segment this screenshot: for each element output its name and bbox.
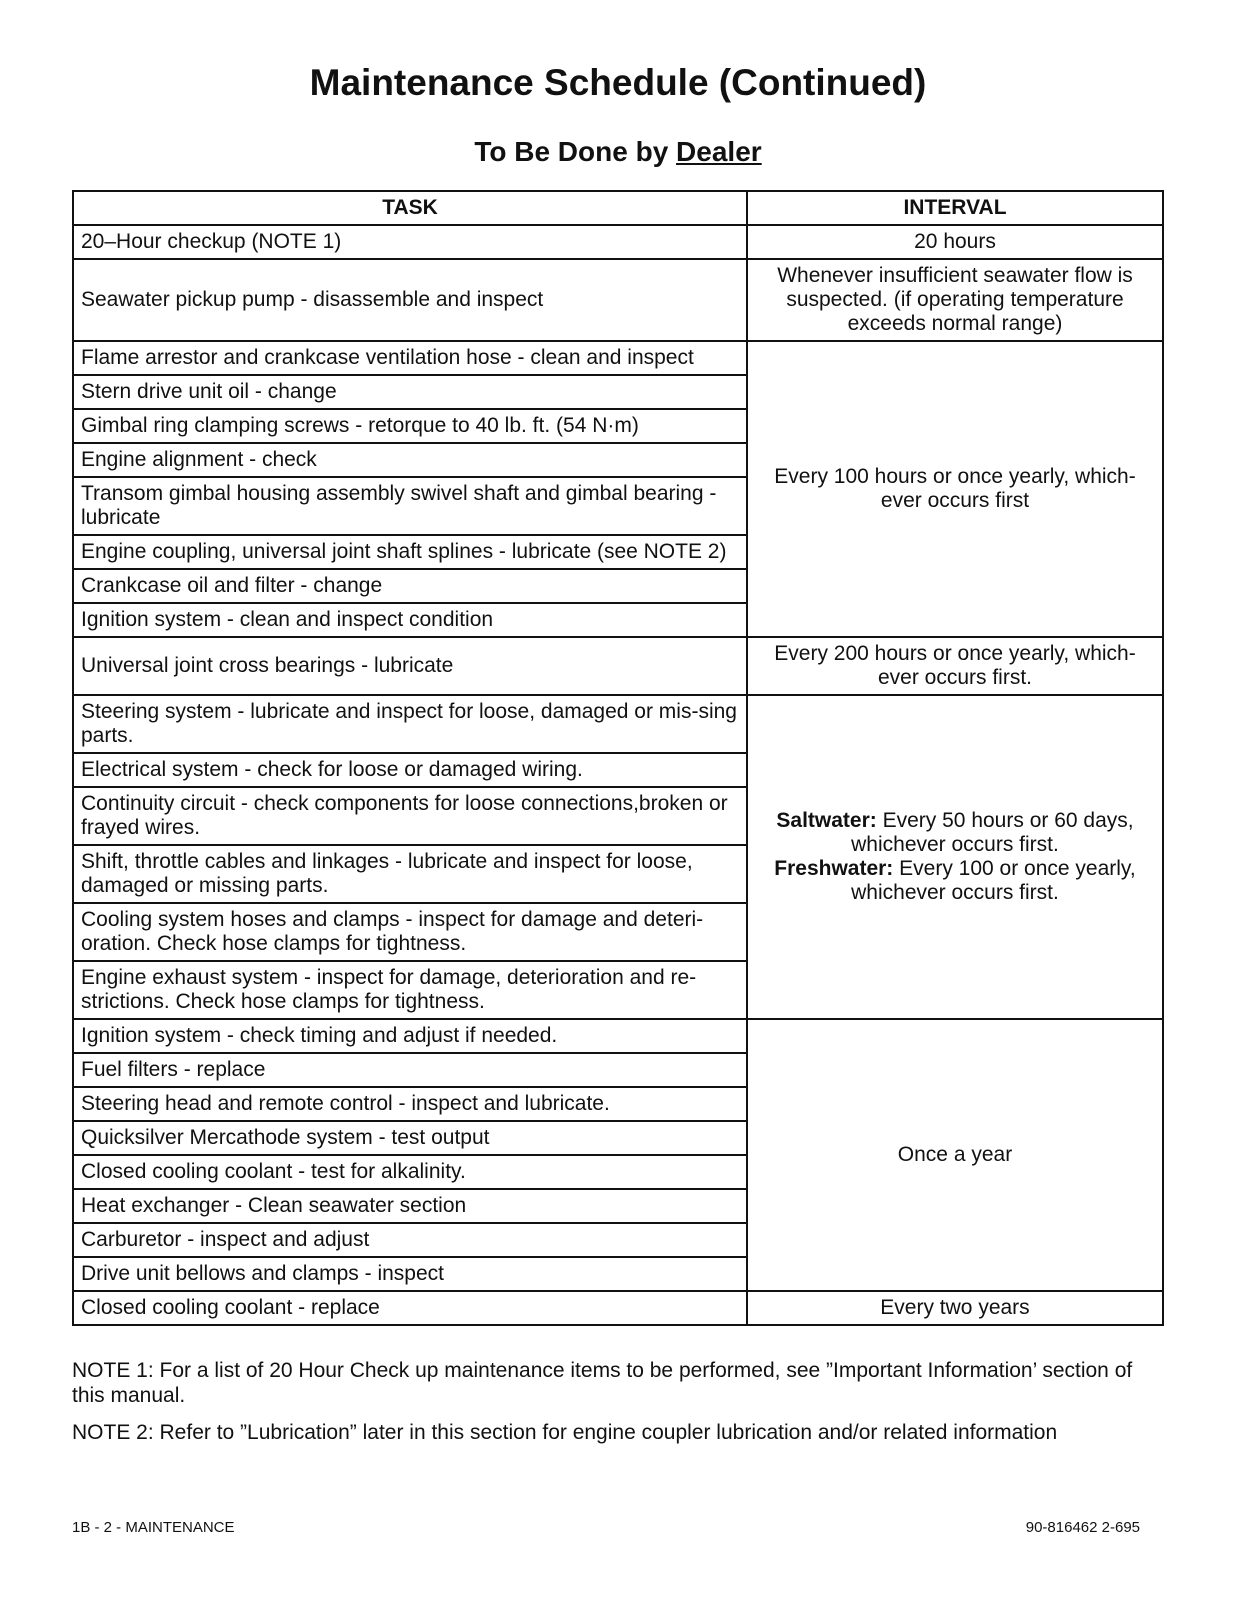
- task-cell: Seawater pickup pump - disassemble and inspect: [73, 259, 747, 341]
- footer-part-number: 90-816462 2-695: [1025, 1519, 1140, 1536]
- saltwater-interval: [755, 809, 1155, 857]
- task-cell: Engine exhaust system - inspect for damage, deterioration and re-strictions. Check hose clamps for tightness.: [73, 961, 747, 1019]
- table-row: [73, 259, 1163, 341]
- footer-section: 1B - 2 - MAINTENANCE: [72, 1519, 235, 1536]
- task-cell: Heat exchanger - Clean seawater section: [73, 1189, 747, 1223]
- task-cell: Fuel filters - replace: [73, 1053, 747, 1087]
- task-cell: Ignition system - clean and inspect condition: [73, 603, 747, 637]
- note-2: NOTE 2: Refer to ”Lubrication” later in this section for engine coupler lubrication and/or related information: [72, 1421, 1058, 1444]
- table-row: [73, 1291, 1163, 1325]
- saltwater-label: Saltwater:: [776, 809, 877, 832]
- task-cell: Cooling system hoses and clamps - inspect for damage and deteri-oration. Check hose clamps for tightness.: [73, 903, 747, 961]
- interval-cell: Whenever insufficient seawater flow is suspected. (if operating temperature exceeds normal range): [747, 259, 1163, 341]
- subtitle-prefix: To Be Done by: [474, 136, 677, 167]
- interval-cell: Every 100 hours or once yearly, which-ever occurs first: [747, 341, 1163, 637]
- table-row: [73, 695, 1163, 753]
- task-cell: Ignition system - check timing and adjust if needed.: [73, 1019, 747, 1053]
- subtitle-dealer: Dealer: [676, 136, 762, 167]
- task-cell: Engine alignment - check: [73, 443, 747, 477]
- table-row: [73, 1019, 1163, 1053]
- interval-cell: 20 hours: [747, 225, 1163, 259]
- interval-cell: Every two years: [747, 1291, 1163, 1325]
- task-cell: Steering head and remote control - inspect and lubricate.: [73, 1087, 747, 1121]
- freshwater-interval: [755, 857, 1155, 905]
- table-row: [73, 341, 1163, 375]
- task-cell: Gimbal ring clamping screws - retorque to 40 lb. ft. (54 N·m): [73, 409, 747, 443]
- saltwater-text: Every 50 hours or 60 days, whichever occurs first.: [851, 809, 1134, 856]
- interval-cell: Once a year: [747, 1019, 1163, 1291]
- page-title: Maintenance Schedule (Continued): [309, 62, 927, 103]
- task-cell: Continuity circuit - check components for loose connections,broken or frayed wires.: [73, 787, 747, 845]
- task-cell: Electrical system - check for loose or damaged wiring.: [73, 753, 747, 787]
- task-cell: Drive unit bellows and clamps - inspect: [73, 1257, 747, 1291]
- task-cell: Closed cooling coolant - replace: [73, 1291, 747, 1325]
- table-header-row: [73, 191, 1163, 225]
- task-cell: Quicksilver Mercathode system - test output: [73, 1121, 747, 1155]
- table-row: [73, 225, 1163, 259]
- interval-cell: Every 200 hours or once yearly, which-ever occurs first.: [747, 637, 1163, 695]
- task-cell: 20–Hour checkup (NOTE 1): [73, 225, 747, 259]
- task-cell: Transom gimbal housing assembly swivel shaft and gimbal bearing - lubricate: [73, 477, 747, 535]
- freshwater-label: Freshwater:: [774, 857, 894, 880]
- maintenance-table: [72, 190, 1164, 1326]
- task-cell: Carburetor - inspect and adjust: [73, 1223, 747, 1257]
- task-cell: Universal joint cross bearings - lubricate: [73, 637, 747, 695]
- task-cell: Flame arrestor and crankcase ventilation hose - clean and inspect: [73, 341, 747, 375]
- task-cell: Stern drive unit oil - change: [73, 375, 747, 409]
- note-1: NOTE 1: For a list of 20 Hour Check up maintenance items to be performed, see ”Important Information’ section of this manual.: [72, 1359, 1133, 1407]
- freshwater-text: Every 100 or once yearly, whichever occurs first.: [851, 857, 1136, 904]
- task-cell: Steering system - lubricate and inspect for loose, damaged or mis-sing parts.: [73, 695, 747, 753]
- page-subtitle: [0, 136, 1236, 168]
- table-row: [73, 637, 1163, 695]
- task-cell: Closed cooling coolant - test for alkalinity.: [73, 1155, 747, 1189]
- task-cell: Crankcase oil and filter - change: [73, 569, 747, 603]
- task-cell: Engine coupling, universal joint shaft splines - lubricate (see NOTE 2): [73, 535, 747, 569]
- header-interval: INTERVAL: [747, 191, 1163, 225]
- task-cell: Shift, throttle cables and linkages - lubricate and inspect for loose, damaged or missing parts.: [73, 845, 747, 903]
- header-task: TASK: [73, 191, 747, 225]
- interval-cell: [747, 695, 1163, 1019]
